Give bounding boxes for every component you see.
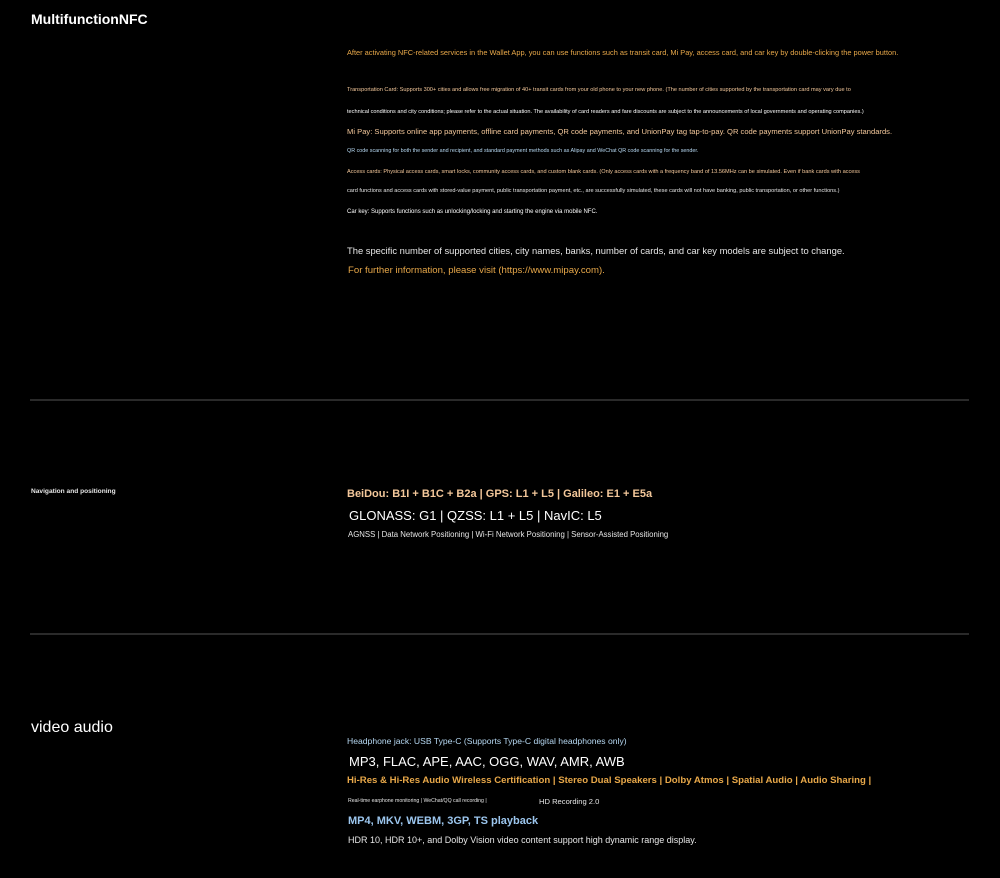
nfc-access-text-1: Access cards: Physical access cards, smart locks, community access cards, and custom blank cards. (Only access cards with a frequency band of 13.56MHz can be simulated. Even if bank cards with access: [347, 169, 860, 175]
section-divider-2: [30, 633, 969, 635]
hdr-support-text: HDR 10, HDR 10+, and Dolby Vision video content support high dynamic range display.: [348, 835, 697, 845]
nfc-transport-text-1: Transportation Card: Supports 300+ cities and allows free migration of 40+ transit cards from your old phone to your new phone. (The number of cities supported by the transportation card may vary due to: [347, 87, 851, 93]
nfc-mipay-text: Mi Pay: Supports online app payments, offline card payments, QR code payments, and UnionPay tag tap-to-pay. QR code payments support UnionPay standards.: [347, 127, 893, 136]
nfc-further-link[interactable]: For further information, please visit (https://www.mipay.com).: [348, 265, 605, 276]
nfc-specific-text: The specific number of supported cities, city names, banks, number of cards, and car key models are subject to change.: [347, 245, 845, 256]
earphone-monitoring-text: Real-time earphone monitoring | WeChat/QQ call recording |: [348, 798, 487, 804]
nfc-transport-text-2: technical conditions and city conditions; please refer to the actual situation. The availability of card readers and fare discounts are subject to the announcements of local governments and operating companies.): [347, 109, 864, 115]
hires-certification-text: Hi-Res & Hi-Res Audio Wireless Certification | Stereo Dual Speakers | Dolby Atmos | Spatial Audio | Audio Sharing |: [347, 775, 872, 786]
navigation-line-glonass: GLONASS: G1 | QZSS: L1 + L5 | NavIC: L5: [349, 508, 602, 523]
headphone-jack-text: Headphone jack: USB Type-C (Supports Type-C digital headphones only): [347, 736, 627, 746]
audio-formats-text: MP3, FLAC, APE, AAC, OGG, WAV, AMR, AWB: [349, 754, 625, 769]
section-divider-1: [30, 399, 969, 401]
hd-recording-text: HD Recording 2.0: [539, 797, 600, 806]
nfc-access-text-2: card functions and access cards with stored-value payment, public transportation payment, etc., are successfully simulated, these cards will not have banking, public transportation, or other functions.): [347, 188, 840, 194]
video-audio-section-title: video audio: [31, 719, 113, 736]
navigation-line-beidou: BeiDou: B1I + B1C + B2a | GPS: L1 + L5 | Galileo: E1 + E5a: [347, 488, 653, 500]
nfc-carkey-text: Car key: Supports functions such as unlocking/locking and starting the engine via mobile NFC.: [347, 209, 598, 215]
nfc-intro-text: After activating NFC-related services in the Wallet App, you can use functions such as transit card, Mi Pay, access card, and car key by double-clicking the power button.: [347, 48, 899, 57]
nfc-qr-text: QR code scanning for both the sender and recipient, and standard payment methods such as Alipay and WeChat QR code scanning for the sender.: [347, 148, 699, 154]
navigation-line-agnss: AGNSS | Data Network Positioning | Wi-Fi Network Positioning | Sensor-Assisted Positioning: [348, 530, 669, 539]
video-formats-text: MP4, MKV, WEBM, 3GP, TS playback: [348, 815, 539, 827]
navigation-section-title: Navigation and positioning: [31, 488, 116, 495]
nfc-section-title: MultifunctionNFC: [31, 11, 148, 27]
